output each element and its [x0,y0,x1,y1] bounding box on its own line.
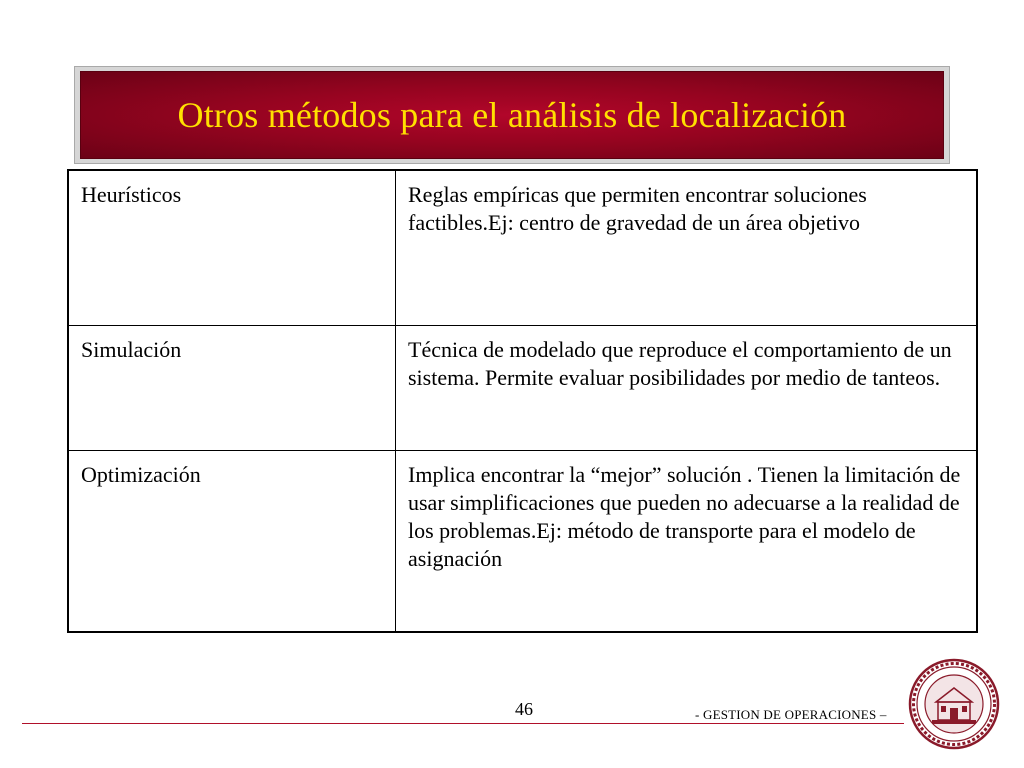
slide-title: Otros métodos para el análisis de localización [177,95,847,135]
method-term: Optimización [68,451,396,633]
method-term: Simulación [68,326,396,451]
title-banner-frame [74,66,950,164]
course-name: - GESTION DE OPERACIONES – [695,707,887,722]
methods-table [67,169,978,633]
title-banner [80,71,944,159]
method-term: Heurísticos [68,170,396,326]
method-description: Reglas empíricas que permiten encontrar soluciones factibles.Ej: centro de gravedad de un área objetivo [396,170,978,326]
table-row [68,326,977,451]
method-description: Técnica de modelado que reproduce el comportamiento de un sistema. Permite evaluar posibilidades por medio de tanteos. [396,326,978,451]
page-number: 46 [515,699,533,719]
table-row [68,451,977,633]
method-description: Implica encontrar la “mejor” solución . Tienen la limitación de usar simplificaciones que pueden no adecuarse a la realidad de los problemas.Ej: método de transporte para el modelo de asignación [396,451,978,633]
university-seal-icon [908,658,1000,750]
footer-divider [22,723,904,724]
table-row [68,170,977,326]
